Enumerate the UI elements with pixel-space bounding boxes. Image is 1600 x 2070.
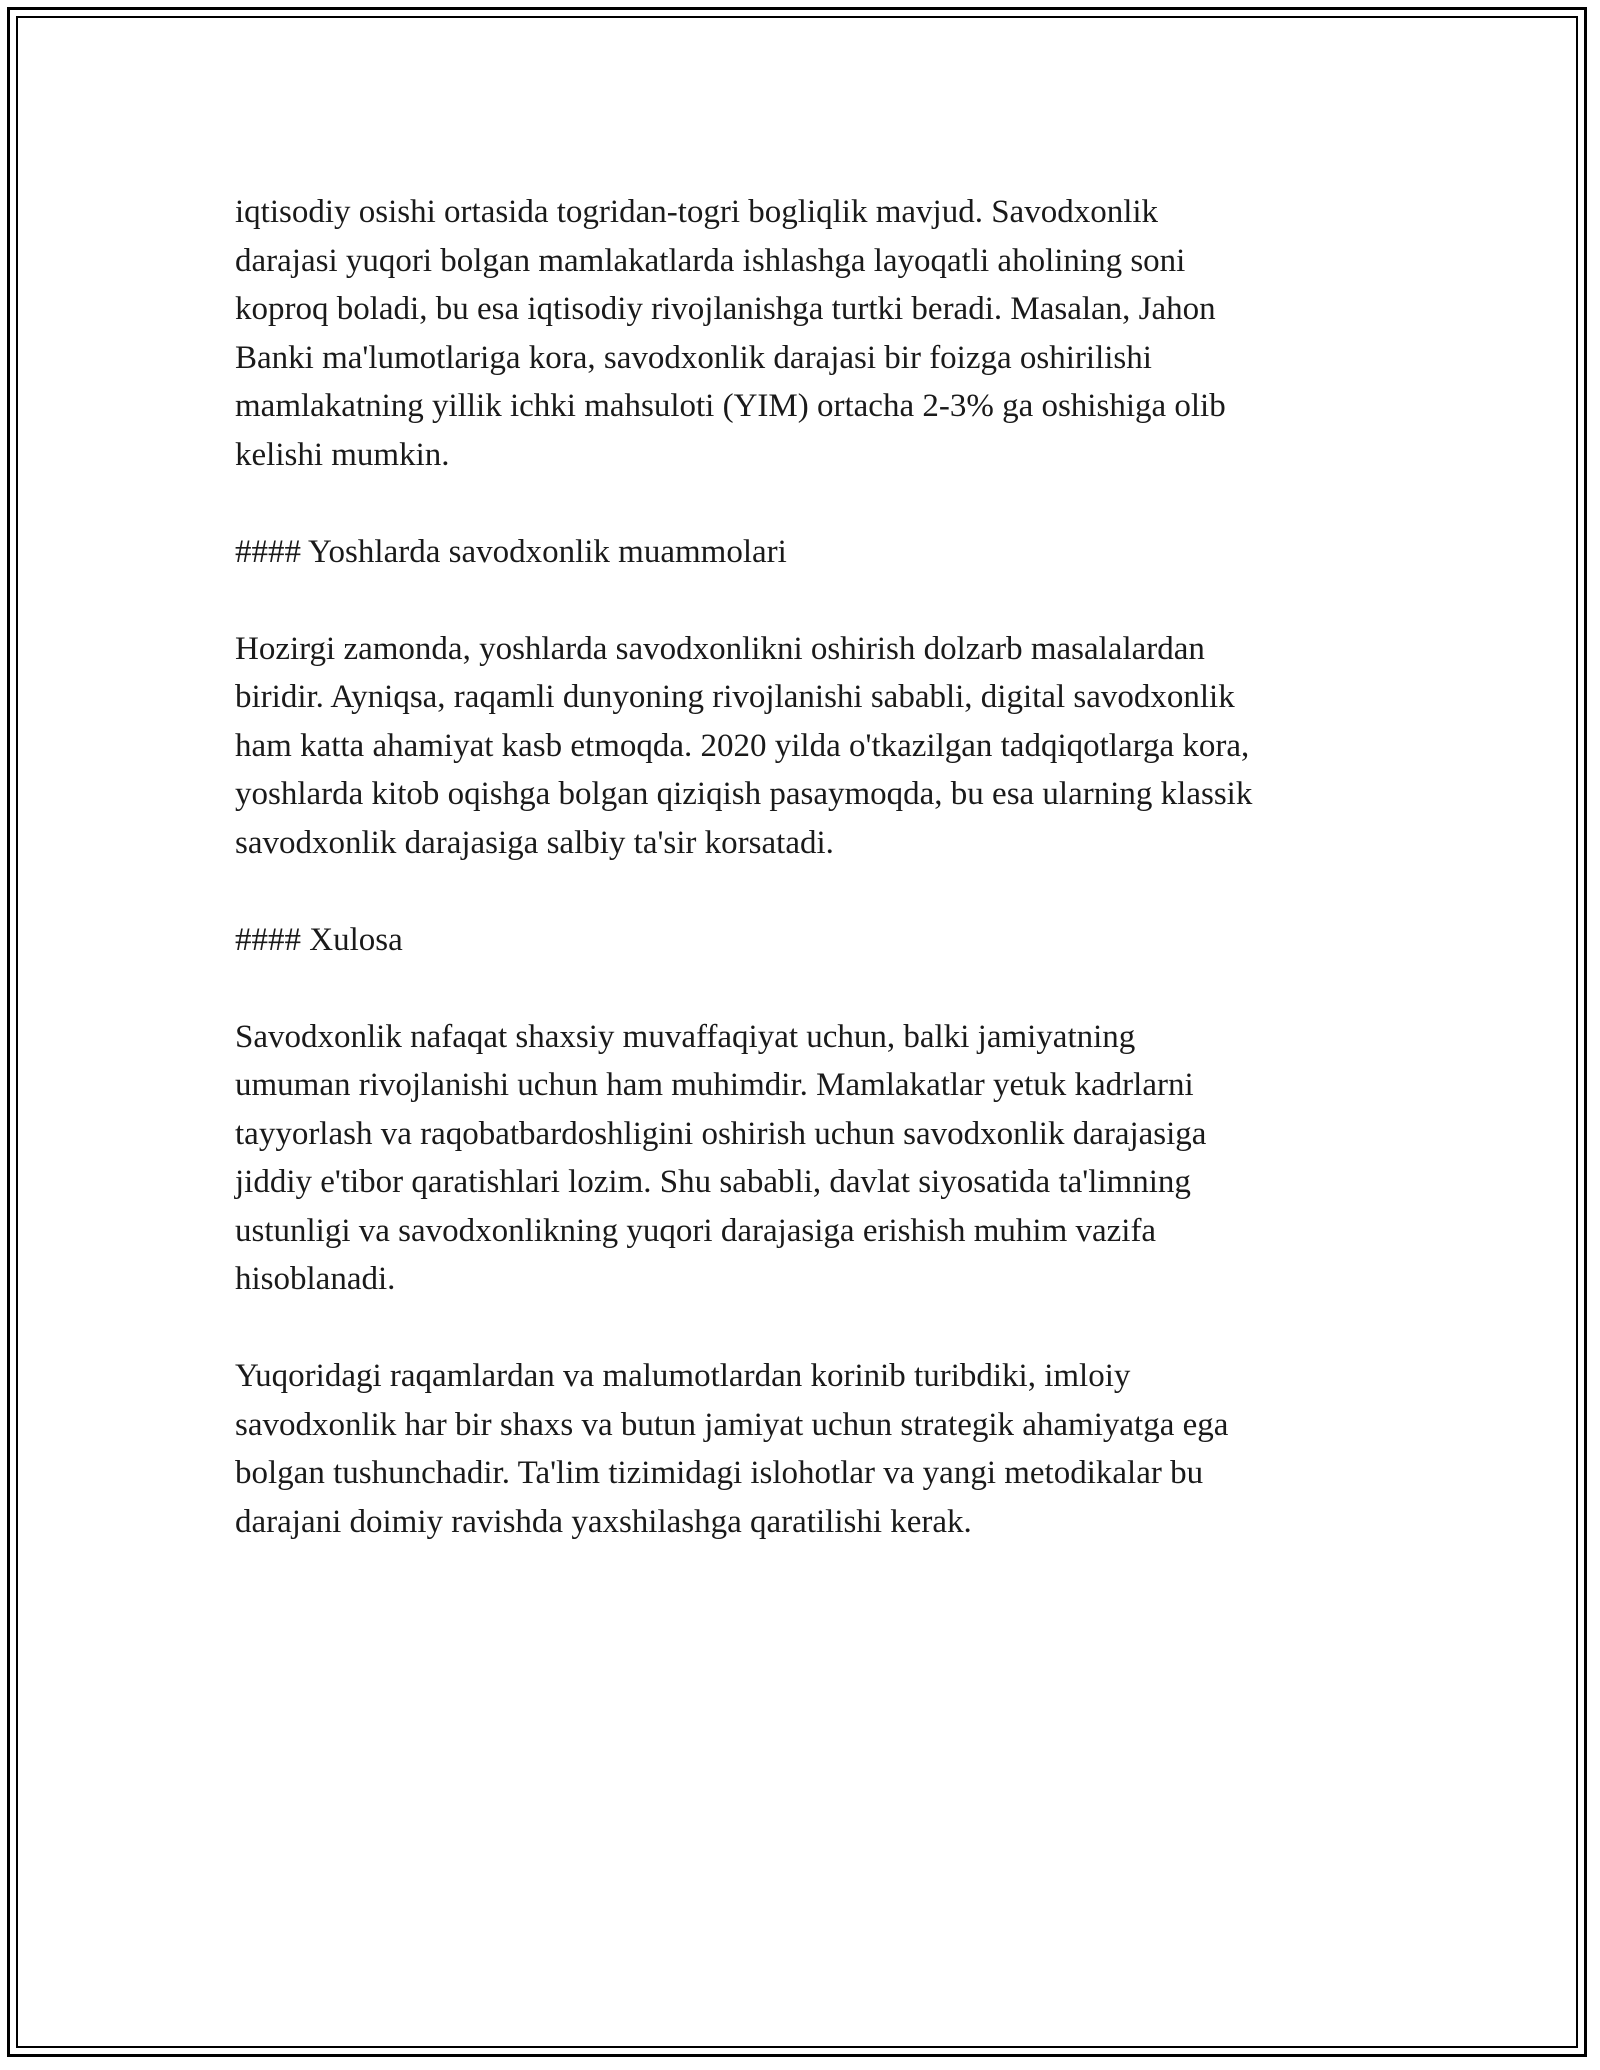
document-body [235, 188, 1395, 1546]
paragraph-youth-literacy: Hozirgi zamonda, yoshlarda savodxonlikni oshirish dolzarb masalalardan biridir. Ayniqsa, raqamli dunyoning rivojlanishi sababli, digital savodxonlik ham katta ahamiyat kasb etmoqda. 2020 yilda o'tkazilgan tadqiqotlarga kora, yoshlarda kitob oqishga bolgan qiziqish pasaymoqda, bu esa ularning klassik savodxonlik darajasiga salbiy ta'sir korsatadi. [235, 630, 1253, 861]
heading-conclusion: #### Xulosa [235, 921, 403, 958]
heading-youth-literacy-problems: #### Yoshlarda savodxonlik muammolari [235, 533, 787, 570]
paragraph-final: Yuqoridagi raqamlardan va malumotlardan korinib turibdiki, imloiy savodxonlik har bir shaxs va butun jamiyat uchun strategik ahamiyatga ega bolgan tushunchadir. Ta'lim tizimidagi islohotlar va yangi metodikalar bu darajani doimiy ravishda yaxshilashga qaratilishi kerak. [235, 1358, 1229, 1540]
paragraph-economic-growth: iqtisodiy osishi ortasida togridan-togri bogliqlik mavjud. Savodxonlik darajasi yuqori bolgan mamlakatlarda ishlashga layoqatli aholining soni koproq boladi, bu esa iqtisodiy rivojlanishga turtki beradi. Masalan, Jahon Banki ma'lumotlariga kora, savodxonlik darajasi bir foizga oshirilishi mamlakatning yillik ichki mahsuloti (YIM) ortacha 2-3% ga oshishiga olib kelishi mumkin. [235, 194, 1226, 473]
paragraph-conclusion: Savodxonlik nafaqat shaxsiy muvaffaqiyat uchun, balki jamiyatning umuman rivojlanishi uchun ham muhimdir. Mamlakatlar yetuk kadrlarni tayyorlash va raqobatbardoshligini oshirish uchun savodxonlik darajasiga jiddiy e'tibor qaratishlari lozim. Shu sababli, davlat siyosatida ta'limning ustunligi va savodxonlikning yuqori darajasiga erishish muhim vazifa hisoblanadi. [235, 1018, 1207, 1297]
